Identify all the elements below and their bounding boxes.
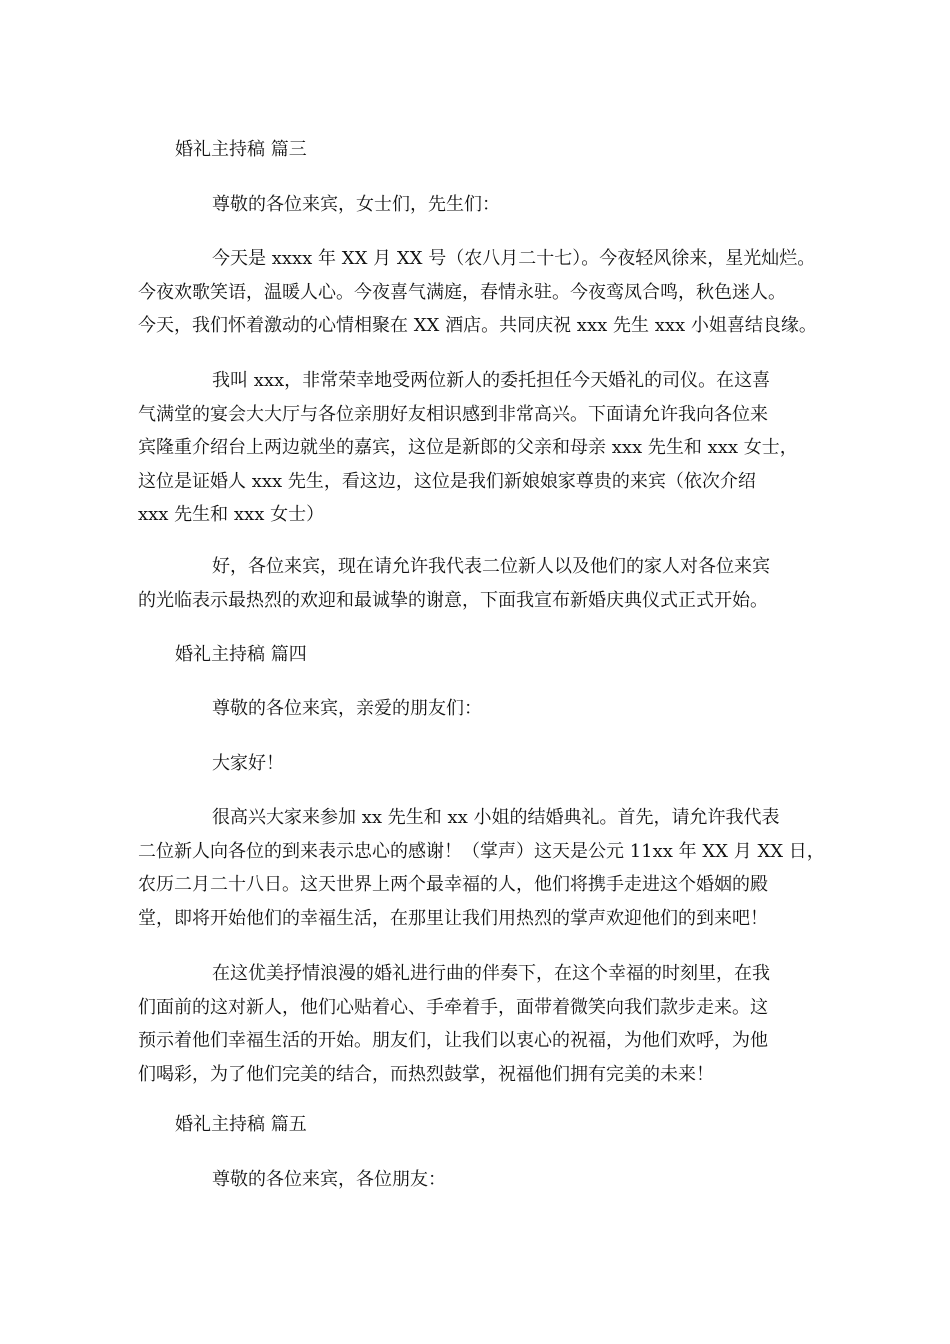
- paragraph: [138, 801, 828, 935]
- text-line: 们面前的这对新人，他们心贴着心、手牵着手，面带着微笑向我们款步走来。这: [138, 996, 768, 1018]
- text-line: 我叫 xxx，非常荣幸地受两位新人的委托担任今天婚礼的司仪。在这喜: [212, 370, 771, 391]
- text-line: 气满堂的宴会大大厅与各位亲朋好友相识感到非常高兴。下面请允许我向各位来: [138, 403, 768, 425]
- text-line: 这位是证婚人 xxx 先生，看这边，这位是我们新娘娘家尊贵的来宾（依次介绍: [138, 470, 756, 492]
- text-line: 宾隆重介绍台上两边就坐的嘉宾，这位是新郎的父亲和母亲 xxx 先生和 xxx 女士，: [138, 437, 798, 458]
- text-line: 堂，即将开始他们的幸福生活，在那里让我们用热烈的掌声欢迎他们的到来吧！: [138, 907, 768, 929]
- paragraph: [138, 957, 828, 1091]
- text-line: 今天是 xxxx 年 XX 月 XX 号（农八月二十七）。今夜轻风徐来，星光灿烂。: [212, 248, 816, 269]
- text-line: 在这优美抒情浪漫的婚礼进行曲的伴奏下，在这个幸福的时刻里，在我: [212, 963, 770, 984]
- paragraph: [138, 692, 828, 726]
- paragraph: [138, 550, 828, 617]
- text-line: 预示着他们幸福生活的开始。朋友们，让我们以衷心的祝福，为他们欢呼，为他: [138, 1030, 768, 1051]
- text-line: 的光临表示最热烈的欢迎和最诚挚的谢意，下面我宣布新婚庆典仪式正式开始。: [138, 589, 768, 611]
- text-line: 尊敬的各位来宾，亲爱的朋友们：: [212, 698, 482, 719]
- text-line: 们喝彩，为了他们完美的结合，而热烈鼓掌，祝福他们拥有完美的未来！: [138, 1063, 714, 1085]
- text-line: 尊敬的各位来宾，女士们，先生们：: [212, 194, 500, 215]
- text-line: 好，各位来宾，现在请允许我代表二位新人以及他们的家人对各位来宾: [212, 556, 770, 577]
- section-heading: 婚礼主持稿 篇五: [175, 1114, 307, 1135]
- text-line: 农历二月二十八日。这天世界上两个最幸福的人，他们将携手走进这个婚姻的殿: [138, 874, 768, 895]
- paragraph: [138, 1163, 828, 1197]
- paragraph: [138, 364, 828, 532]
- text-line: xxx 先生和 xxx 女士）: [138, 504, 325, 525]
- paragraph: [138, 188, 828, 222]
- text-line: 大家好！: [212, 753, 284, 774]
- section-heading: 婚礼主持稿 篇三: [175, 139, 307, 160]
- text-line: 很高兴大家来参加 xx 先生和 xx 小姐的结婚典礼。首先，请允许我代表: [212, 807, 780, 828]
- text-line: 二位新人向各位的到来表示忠心的感谢！（掌声）这天是公元 11xx 年 XX 月 XX 日，: [138, 840, 825, 862]
- text-line: 尊敬的各位来宾，各位朋友：: [212, 1169, 446, 1190]
- text-line: 今天，我们怀着激动的心情相聚在 XX 酒店。共同庆祝 xxx 先生 xxx 小姐喜结良缘。: [138, 315, 817, 336]
- section-heading: 婚礼主持稿 篇四: [175, 644, 307, 665]
- text-line: 今夜欢歌笑语，温暖人心。今夜喜气满庭，春情永驻。今夜鸾凤合鸣，秋色迷人。: [138, 281, 786, 303]
- paragraph: [138, 747, 828, 781]
- paragraph: [138, 242, 828, 343]
